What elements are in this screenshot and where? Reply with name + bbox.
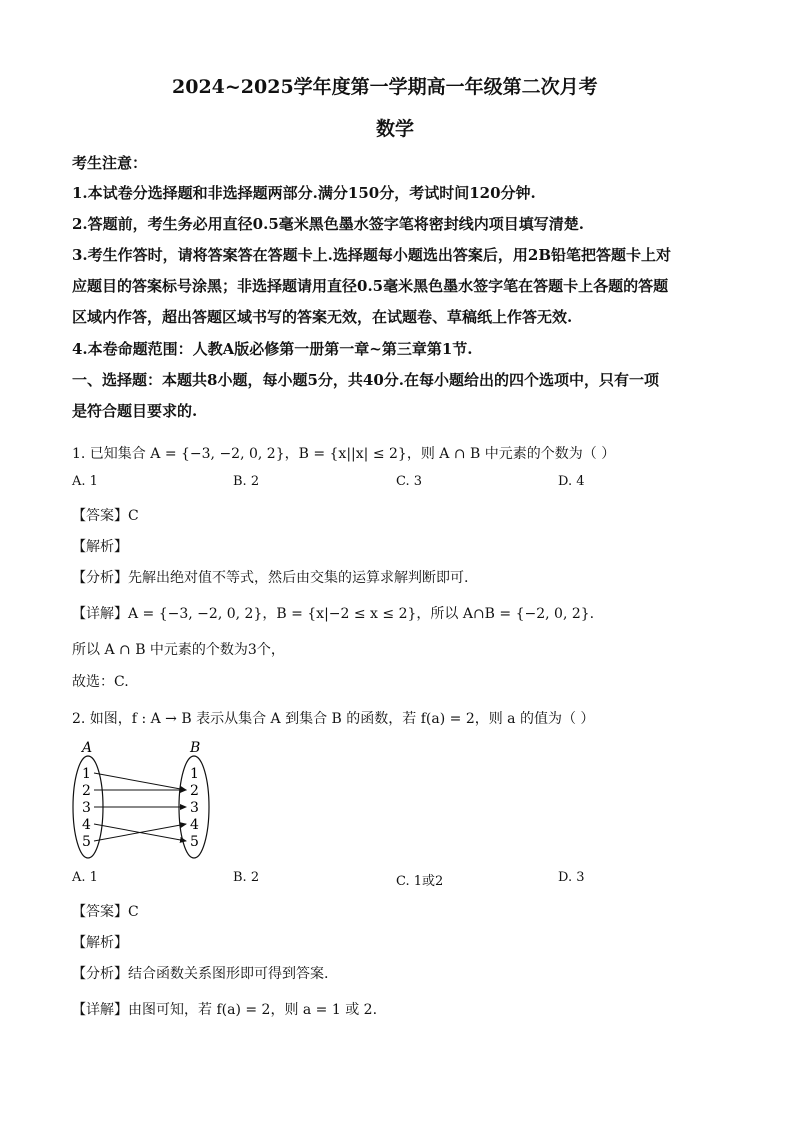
section1-line2: 是符合题目要求的. <box>72 402 198 420</box>
a-item-5: 5 <box>82 834 91 850</box>
set-b-label: B <box>190 740 201 756</box>
q1-option-b: B. 2 <box>233 474 260 489</box>
q1-option-c: C. 3 <box>396 474 423 489</box>
arrow-1-to-2 <box>94 773 186 790</box>
note-4: 4.本卷命题范围：人教A版必修第一册第一章~第三章第1节. <box>72 340 473 358</box>
a-item-2: 2 <box>82 783 91 799</box>
q2-fenxi: 【分析】结合函数关系图形即可得到答案. <box>72 966 329 982</box>
q1-answer: 【答案】C <box>72 508 139 524</box>
q2-stem: 2. 如图，f : A → B 表示从集合 A 到集合 B 的函数，若 f(a) = 2，则 a 的值为（ ） <box>72 711 595 727</box>
note-2: 2.答题前，考生务必用直径0.5毫米黑色墨水签字笔将密封线内项目填写清楚. <box>72 215 584 233</box>
a-item-4: 4 <box>82 817 91 833</box>
q1-choose: 故选：C. <box>72 674 129 690</box>
b-item-5: 5 <box>190 834 199 850</box>
note-1: 1.本试卷分选择题和非选择题两部分.满分150分，考试时间120分钟. <box>72 184 536 202</box>
mapping-diagram <box>66 738 216 862</box>
note-3a: 3.考生作答时，请将答案答在答题卡上.选择题每小题选出答案后，用2B铅笔把答题卡上对 <box>72 246 672 264</box>
q2-option-d: D. 3 <box>558 870 585 885</box>
q2-option-b: B. 2 <box>233 870 260 885</box>
q1-stem: 1. 已知集合 A = {−3, −2, 0, 2}，B = {x||x| ≤ 2}，则 A ∩ B 中元素的个数为（ ） <box>72 446 616 462</box>
q1-detail2: 所以 A ∩ B 中元素的个数为3个， <box>72 642 285 658</box>
q2-analysis-label: 【解析】 <box>72 935 128 951</box>
a-item-1: 1 <box>82 766 91 782</box>
q1-option-a: A. 1 <box>72 474 98 489</box>
note-3b: 应题目的答案标号涂黑；非选择题请用直径0.5毫米黑色墨水签字笔在答题卡上各题的答题 <box>72 277 669 295</box>
exam-title: 2024~2025学年度第一学期高一年级第二次月考 <box>172 76 598 98</box>
notes-heading: 考生注意： <box>72 154 148 172</box>
q1-analysis-label: 【解析】 <box>72 539 128 555</box>
a-item-3: 3 <box>82 800 91 816</box>
q1-detail: 【详解】A = {−3, −2, 0, 2}，B = {x|−2 ≤ x ≤ 2}，所以 A∩B = {−2, 0, 2}. <box>72 606 595 622</box>
set-a-label: A <box>82 740 93 756</box>
q2-option-c: C. 1或2 <box>396 874 444 889</box>
subject-title: 数学 <box>376 118 415 140</box>
q1-option-d: D. 4 <box>558 474 585 489</box>
q2-detail: 【详解】由图可知，若 f(a) = 2，则 a = 1 或 2. <box>72 1002 378 1018</box>
section1-line1: 一、选择题：本题共8小题，每小题5分，共40分.在每小题给出的四个选项中，只有一项 <box>72 371 659 389</box>
note-3c: 区域内作答，超出答题区域书写的答案无效，在试题卷、草稿纸上作答无效. <box>72 308 573 326</box>
q1-fenxi: 【分析】先解出绝对值不等式，然后由交集的运算求解判断即可. <box>72 570 469 586</box>
b-item-4: 4 <box>190 817 199 833</box>
b-item-1: 1 <box>190 766 199 782</box>
q2-answer: 【答案】C <box>72 904 139 920</box>
q2-option-a: A. 1 <box>72 870 98 885</box>
b-item-2: 2 <box>190 783 199 799</box>
b-item-3: 3 <box>190 800 199 816</box>
